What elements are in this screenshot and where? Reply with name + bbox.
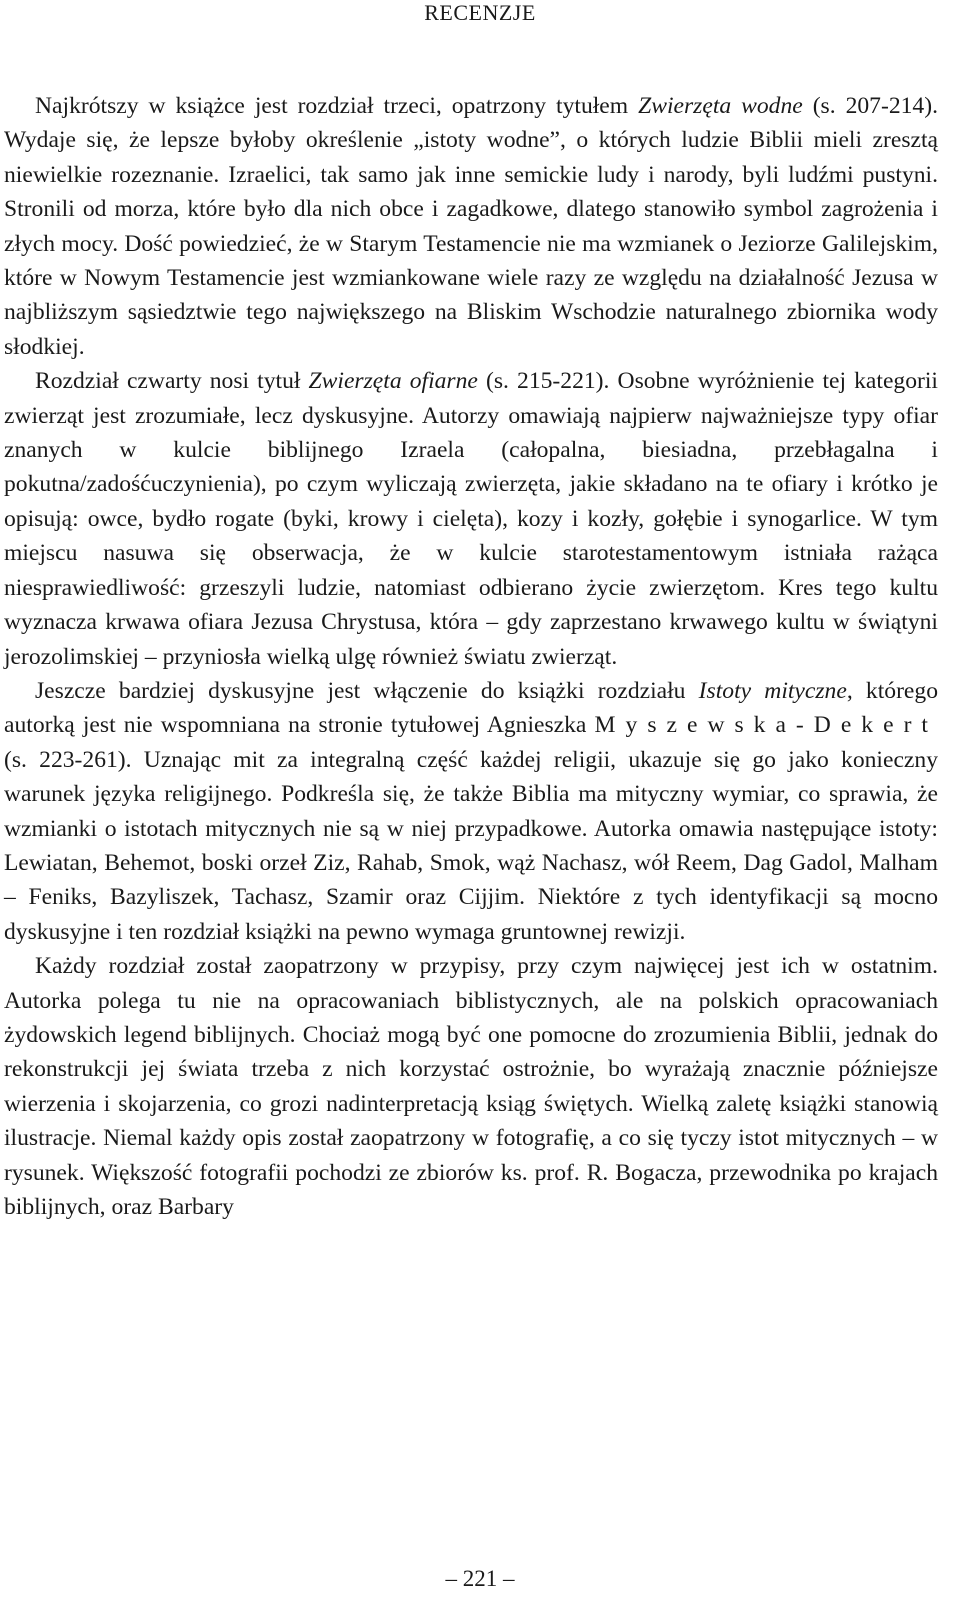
paragraph xyxy=(4,949,938,1224)
running-head: RECENZJE xyxy=(424,0,536,25)
text-run: (s. 207-214). Wydaje się, że lepsze byłoby określenie „istoty wodne”, o których ludzie Biblii mieli zresztą niewielkie rozeznanie. Izraelici, tak samo jak inne semickie ludy i narody, byli ludźmi pustyni. Stronili od morza, które było dla nich obce i zagadkowe, dlatego stanowiło symbol zagrożenia i złych mocy. Dość powiedzieć, że w Starym Testamencie nie ma wzmianek o Jeziorze Galilejskim, które w Nowym Testamencie jest wzmiankowane wiele razy ze względu na działalność Jezusa w najbliższym sąsiedztwie tego największego na Bliskim Wschodzie naturalnego zbiornika wody słodkiej. xyxy=(4,93,938,360)
page-number: – 221 – xyxy=(445,1566,515,1591)
paragraph xyxy=(4,364,938,674)
body-text xyxy=(4,89,938,1224)
text-run: (s. 223-261). Uznając mit za integralną część każdej religii, ukazuje się go jako konieczny warunek języka religijnego. Podkreśla się, że także Biblia ma mityczny wymiar, co sprawia, że wzmianki o istotach mitycznych nie są w niej przypadkowe. Autorka omawia następujące istoty: Lewiatan, Behemot, boski orzeł Ziz, Rahab, Smok, wąż Nachasz, wół Reem, Dag Gadol, Malham – Feniks, Bazyliszek, Tachasz, Szamir oraz Cijjim. Niektóre z tych identyfikacji są mocno dyskusyjne i ten rozdział książki na pewno wymaga gruntownej rewizji. xyxy=(4,746,938,945)
italic-title: Zwierzęta wodne xyxy=(638,93,803,119)
text-run: Najkrótszy w książce jest rozdział trzeci, opatrzony tytułem xyxy=(35,93,639,119)
italic-title: Istoty mityczne xyxy=(698,677,847,704)
text-run: (s. 215-221). Osobne wyróżnienie tej kategorii zwierząt jest zrozumiałe, lecz dyskusyjne. Autorzy omawiają najpierw najważniejsze typy ofiar znanych w kulcie biblijnego Izraela (całopalna, biesiadna, przebłagalna i pokutna/zadośćuczynienia), po czym wyliczają zwierzęta, jakie składano na te ofiary i krótko je opisują: owce, bydło rogate (byki, krowy i cielęta), kozy i kozły, gołębie i synogarlice. W tym miejscu nasuwa się obserwacja, że w kulcie starotestamentowym istniała rażąca niesprawiedliwość: grzeszyli ludzie, natomiast odbierano życie zwierzętom. Kres tego kultu wyznacza krwawa ofiara Jezusa Chrystusa, która – gdy zaprzestano krwawego kultu w świątyni jerozolimskiej – przyniosła wielką ulgę również światu zwierząt. xyxy=(4,368,938,670)
paragraph xyxy=(4,674,938,949)
paragraph xyxy=(4,89,938,364)
text-run: Rozdział czwarty nosi tytuł xyxy=(35,368,309,395)
italic-title: Zwierzęta ofiarne xyxy=(308,368,478,395)
text-run: Każdy rozdział został zaopatrzony w przypisy, przy czym najwięcej jest ich w ostatnim. Autorka polega tu nie na opracowaniach biblistycznych, ale na polskich opracowaniach żydowskich legend biblijnych. Chociaż mogą być one pomocne do zrozumienia Biblii, jednak do rekonstrukcji jej świata trzeba z nich korzystać ostrożnie, bo wyrażają znacznie późniejsze wierzenia i skojarzenia, co grozi nadinterpretacją ksiąg świętych. Wielką zaletę książki stanowią ilustracje. Niemal każdy opis został zaopatrzony w fotografię, a co się tyczy istot mitycznych – w rysunek. Większość fotografii pochodzi ze zbiorów ks. prof. R. Bogacza, przewodnika po krajach biblijnych, oraz Barbary xyxy=(4,953,938,1220)
text-run: , którego autorką jest nie wspomniana na stronie tytułowej Agnieszka xyxy=(4,677,938,739)
spaced-author-name: Myszewska-Dekert xyxy=(594,712,938,739)
text-run: Jeszcze bardziej dyskusyjne jest włączenie do książki rozdziału xyxy=(35,677,699,704)
